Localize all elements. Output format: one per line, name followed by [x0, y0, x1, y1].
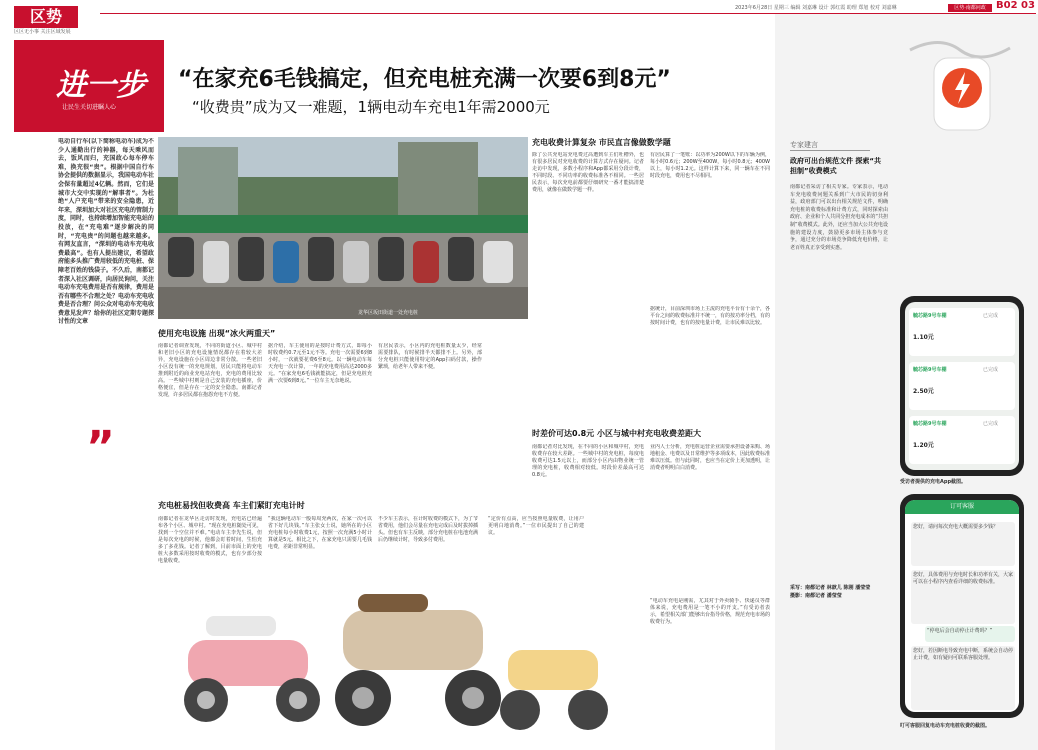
chat-header: 订可客服 — [905, 500, 1019, 514]
sec4-col2b: “电动车充电是刚需，尤其对于外卖骑手、快递员等群体来说，充电费用是一笔不小的开支。”有受访者表示，希望相关部门能够出台指导价格，规范充电市场的收费行为。 — [650, 598, 770, 625]
chat-bubble-2: 您好，具体费用与充电时长和功率有关，大家可以在小程序内查看详细的收费标准。 — [911, 570, 1015, 624]
sec3-col1: 除了公共充电站充电费过高遭到车主们吐槽外，也有很多居民对充电收费的计算方式存在疑问。记者走访中发现，多数小程序和App都采用分段计费，不同时段、不同功率的收费标准各不相同。一些居民表示，每次充电前都要仔细研究一番才能搞清楚费用，就像在做数学题一样。 — [532, 152, 644, 193]
phone-screenshot-2 — [900, 494, 1024, 718]
scooters-image — [158, 580, 618, 750]
record-2-status: 已完成 — [983, 367, 999, 373]
date-line: 2023年6月28日 星期三 编辑 刘嘉琳 设计 郭红霞 助理 郑旭 校对 刘嘉琳 — [735, 5, 897, 11]
sec3-title: 充电收费计算复杂 市民直言像做数学题 — [532, 138, 671, 147]
intro-text: 电动自行车(以下简称电动车)成为不少人通勤出行的神器，每天乘风而去，饭风而归，充国政心每车停车难，换充很“贵”。根据中国自行车协会提供的数据显示，我国电动车社会保有量超过4亿辆。然而，它们是城市大交中实现的“解事者”。为杜绝“人户充电”带来的安全隐患，近年来，深圳加大对社区充电的管制力度，同时，也持续增加智能充电站的投放，在“充电难”逐步解决的同时，“充电贵”的问题也越来越多。有网友直言，“深圳的电动车充电收费最高”。也有人提出建议，希望政府能多头推广费用较低的充电桩、保障老百姓的钱袋子。不久后，南都记者深入社区调研，向居民询问，关注电动车充电费用是否有规律，费用是否有哪些不合理之处？电动车充电收费是否合理？问公众对电动车充电收费意见发声？给你的社区定期专题探讨性的文章 — [58, 138, 154, 326]
sec2-col3: 不少车主表示，在计时收费的模式下，为了节省费用，他们会尽量在充电完成后及时拔掉插头。但也有车主反映，部分充电桩在电池充满后仍继续计时，导致多付费用。 — [378, 516, 478, 543]
sec4-col2: 业内人士分析，充电桩运营企业需要承担设备采购、场地租金、电费以及日常维护等多项成本，因此收费标准难以压低。但与此同时，也应当在定价上更加透明，让消费者明明白白消费。 — [650, 444, 770, 471]
expert-body: 南都记者采访了相关专家。专家表示，电动车充电收费问题关系到广大市民的切身利益，政府部门可以出台相关规范文件，明确充电桩的收费标准和计费方式，同时探索由政府、企业和个人共同分担充电成本的“共担制”收费模式。此外，还应当加大公共充电设施的建设力度，鼓励更多市场主体参与竞争，通过充分的市场竞争降低充电价格，让老百姓真正享受到实惠。 — [790, 184, 888, 251]
phone-1-caption: 受访者提供的充电App截图。 — [900, 479, 967, 485]
record-card-3[interactable] — [909, 416, 1015, 464]
record-2-name: 毓芯路9号车棚 — [913, 367, 947, 373]
phone-1-screen — [905, 302, 1019, 470]
record-1-name: 毓芯路9号车棚 — [913, 313, 947, 319]
sec1-col1: 南都记者调查发现，不同的街道小区、城中村和老旧小区的充电设施情况都存在着较大差异，充电设施在小区周边非常分散。一些老旧小区没有统一的充电规划，居民只能将电动车推到附近的商业充电站充电，充电的费用比较高。一些城中村则是自己安装的充电插座，价格便宜，但是存在一定的安全隐患。南都记者发现，许多居民都在抱怨充电不方便。 — [158, 343, 262, 398]
expert-label: 专家建言 — [790, 141, 818, 149]
section-slogan: 区区无小事 关注区域发展 — [14, 29, 71, 35]
phone-screenshot-1 — [900, 296, 1024, 476]
sec2-col1: 南都记者在龙华区走访时发现，充电站已经遍布各个小区、城中村。“现在充电桩随处可见，找到一个空位并不难。”电动车主李先生说，但是每次充电的时候，他都会盯着时间，生怕充多了多花钱。记者了解到，目前市面上的充电桩大多数采用按时收费的模式，也有少部分按电量收费。 — [158, 516, 262, 564]
record-3-price: 1.20元 — [913, 442, 934, 449]
main-photo — [158, 137, 528, 319]
record-card-2[interactable] — [909, 362, 1015, 410]
section-tag: 区势·南都问政 — [948, 4, 992, 12]
sec1-col2: 据介绍，车主使用的是按时计费方式，即每小时收费约0.7元至1元不等。充电一次需要6到8小时，一次就要花费6至8元。以一辆电动车每天充电一次计算，一年的充电费用高达2000多元。“在家充电6毛钱就能搞定，但是充电桩充满一次要6到8元。”一位车主无奈地说。 — [268, 343, 372, 384]
quote-mark-icon: ” — [86, 422, 115, 473]
record-card-1[interactable] — [909, 308, 1015, 356]
scooter-right — [500, 650, 608, 730]
expert-title: 政府可出台规范文件 探索“共担制”收费模式 — [790, 157, 882, 175]
subheadline: “收费贵”成为又一难题，1辆电动车充电1年需2000元 — [192, 98, 550, 116]
record-3-status: 已完成 — [983, 421, 999, 427]
banner — [14, 40, 774, 132]
charging-plug-icon — [900, 40, 1024, 132]
banner-logo-sub: 让民生关切进瞩人心 — [62, 104, 117, 111]
scooter-illustration — [158, 580, 618, 750]
sec2-col4: “定价有点高，应当按照电量收费，让用户更明白地消费。”一位市民提出了自己的建议。 — [488, 516, 584, 536]
sec1-col3: 有居民表示，小区内的充电桩数量太少，经常需要排队，有时候排半天都排不上。另外，部分充电桩只能使用特定的App扫码付款，操作繁琐，给老年人带来不便。 — [378, 343, 482, 370]
sec2-col2: “我这辆电动车一般每周充两次，在家一次可以省下好几块钱。”车主张女士说，她所在的小区充电桩每小时收费1元，按照一次充满5小时计算就是5元。相比之下，在家充电只需要几毛钱电费，差距非常明显。 — [268, 516, 372, 550]
sec2-title: 充电桩易找但收费高 车主们紧盯充电计时 — [158, 501, 305, 510]
photo-caption: 龙华区坂田街道一处充电桩 — [358, 310, 419, 316]
banner-logo-box — [14, 40, 164, 132]
expert-rule — [790, 150, 870, 151]
page-number: B02 03 — [996, 0, 1035, 11]
record-3-name: 毓芯路9号车棚 — [913, 421, 947, 427]
sec1-title: 使用充电设施 出现“冰火两重天” — [158, 329, 276, 338]
record-1-price: 1.10元 — [913, 334, 934, 341]
parking-scene-image — [158, 137, 528, 319]
credits: 采写：南都记者 林歆儿 陈刚 潘莹莹 摄影：南都记者 潘莹莹 — [790, 585, 871, 599]
sec4-col1: 南都记者对比发现，在不同的小区和城中村，充电收费存在较大差距。一些城中村的充电桩，每度电收费可达1.5元以上，而部分小区内由物业统一管理的充电桩，收费相对较低。时段价差最高可达0.8元。 — [532, 444, 644, 478]
scooter-middle — [335, 594, 501, 726]
chat-bubble-1: 您好，请问每次充电大概需要多少钱？ — [911, 522, 1015, 566]
chat-bubble-4: 您好，若因断电导致充电中断，系统会自动停止计费，如有疑问可联系客服处理。 — [911, 646, 1015, 710]
phone-2-caption: 叮可客服回复电动车充电桩收费的截图。 — [900, 723, 991, 729]
phone-2-screen — [905, 500, 1019, 712]
record-1-status: 已完成 — [983, 313, 999, 319]
record-2-price: 2.50元 — [913, 388, 934, 395]
sec3-col2b: 据统计，目前深圳市场上主流的充电平台有十余个，各平台之间的收费标准并不统一，有的按功率分档，有的按时间计费，也有的按电量计费，让市民难以比较。 — [650, 306, 770, 326]
sec3-col2: 有居民算了一笔账：以功率为200W以下的车辆为例，每小时0.6元；200W至400W，每小时0.8元；400W以上，每小时1.2元。这样计算下来，同一辆车在不同时段充电，费用也不尽相同。 — [650, 152, 770, 179]
chat-bubble-3: “停电后会自动停止计费吗？” — [925, 626, 1015, 642]
headline: “在家充6毛钱搞定，但充电桩充满一次要6到8元” — [178, 67, 671, 92]
banner-logo: 进一步 — [56, 68, 146, 103]
scooter-left — [184, 616, 320, 722]
sec4-title: 时差价可达0.8元 小区与城中村充电收费差距大 — [532, 429, 701, 438]
section-label: 区势 — [14, 6, 78, 28]
